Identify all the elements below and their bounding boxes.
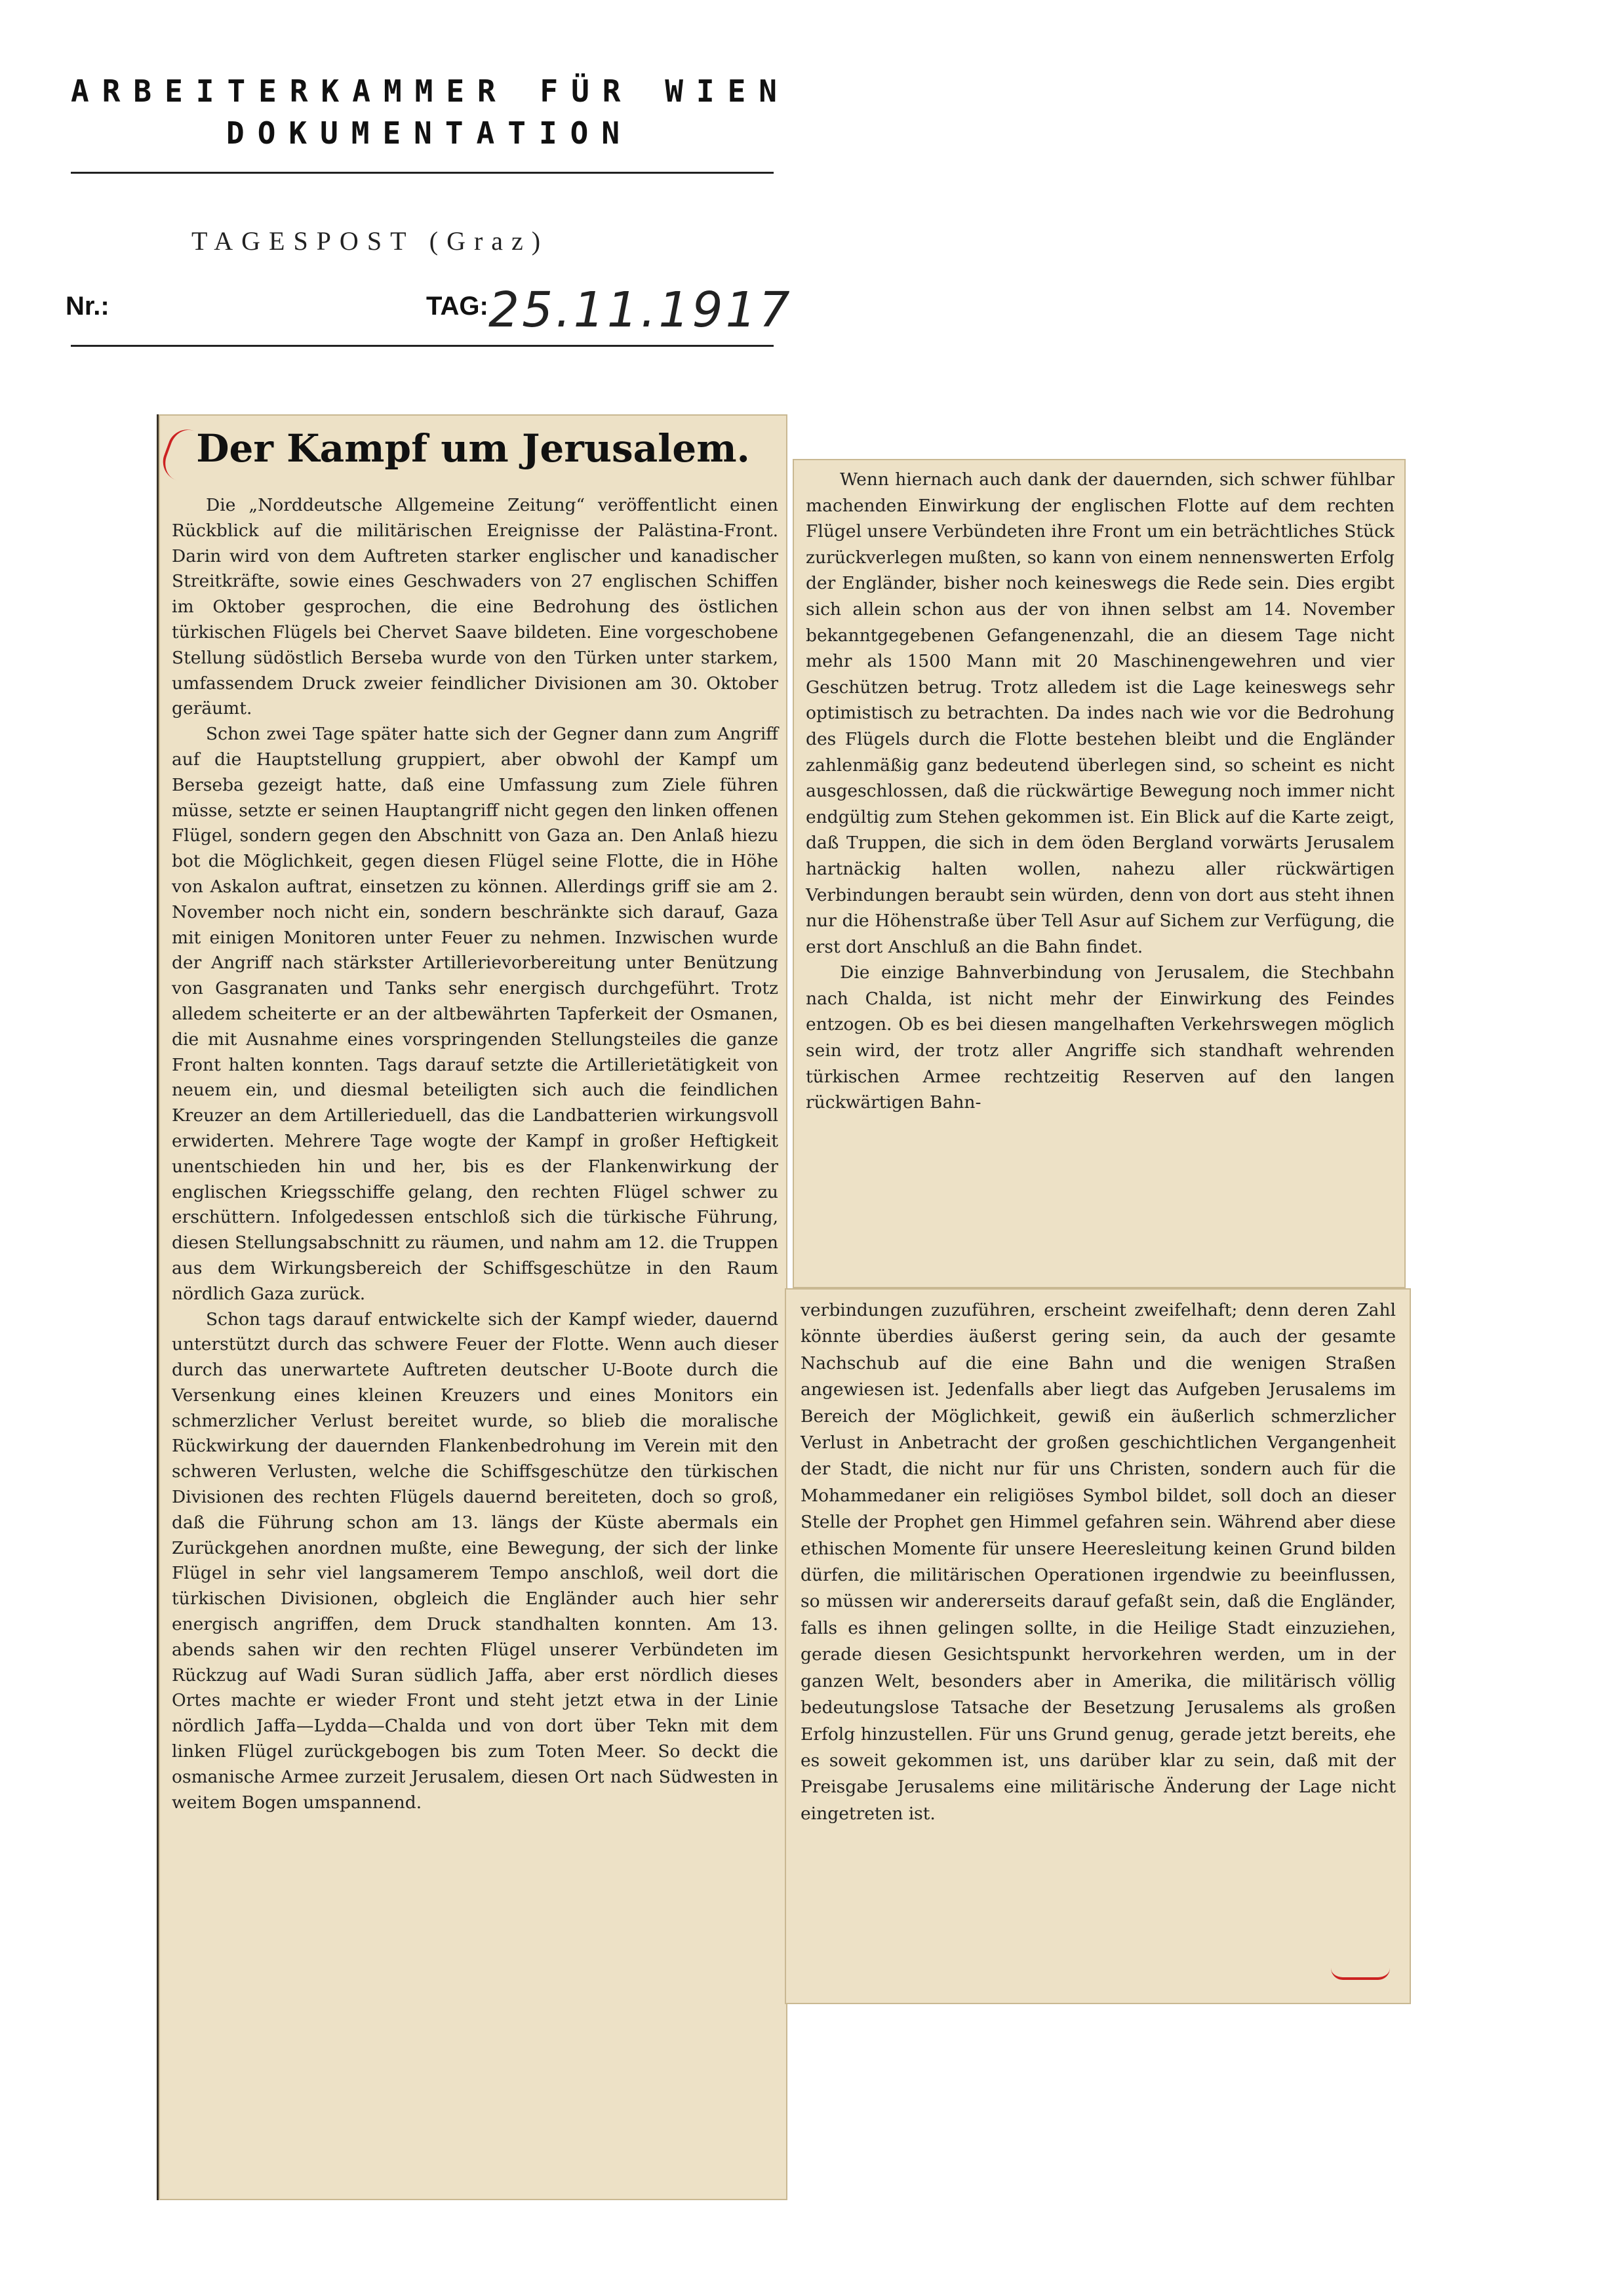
archive-header-line1: ARBEITERKAMMER FÜR WIEN <box>71 73 790 109</box>
header-divider-top <box>71 172 774 174</box>
archive-header-line2: DOKUMENTATION <box>226 115 633 151</box>
article-column-3 <box>801 1297 1396 1827</box>
article-column-2 <box>806 467 1395 1116</box>
nr-label: Nr.: <box>66 292 109 321</box>
paragraph: Wenn hiernach auch dank der dauernden, sich schwer fühlbar machenden Einwirkung der englischen Flotte auf dem rechten Flügel unsere Verbündeten ihre Front um ein beträchtliches Stück zurückverlegen mußten, so kann von einem nennenswerten Erfolg der Engländer, bisher noch keineswegs die Rede sein. Dies ergibt sich allein schon aus der von ihnen selbst am 14. November bekanntgegebenen Gefangenenzahl, die an diesem Tage nicht mehr als 1500 Mann mit 20 Maschinengewehren und vier Geschützen betrug. Trotz alledem ist die Lage keineswegs sehr optimistisch zu betrachten. Da indes nach wie vor die Bedrohung des Flügels durch die Flotte bestehen bleibt und die Engländer zahlenmäßig ganz bedeutend überlegen sind, so scheint es nicht ausgeschlossen, daß die rückwärtige Bewegung noch immer nicht endgültig zum Stehen gekommen ist. Ein Blick auf die Karte zeigt, daß Truppen, die sich in dem öden Bergland vorwärts Jerusalem hartnäckig halten wollen, nahezu aller rückwärtigen Verbindungen beraubt sein würden, denn von dort aus steht ihnen nur die Höhenstraße über Tell Asur auf Sichem zur Verfügung, die erst dort Anschluß an die Bahn findet. <box>806 469 1395 957</box>
article-column-1 <box>172 493 778 1815</box>
clipping-column-right-top <box>793 459 1406 1288</box>
handwritten-date: 25.11.1917 <box>488 282 793 338</box>
clipping-column-left <box>157 414 787 2200</box>
paragraph: Die „Norddeutsche Allgemeine Zeitung“ veröffentlicht einen Rückblick auf die militärischen Ereignisse der Palästina-Front. Darin wird von dem Auftreten starker englischer und kanadischer Streitkräfte, sowie eines Geschwaders von 27 englischen Schiffen im Oktober gesprochen, die eine Bedrohung des östlichen türkischen Flügels bei Chervet Saave bildeten. Eine vorgeschobene Stellung südöstlich Berseba wurde von den Türken unter starkem, umfassendem Druck zweier feindlicher Divisionen am 30. Oktober geräumt. <box>172 495 778 719</box>
paragraph: verbindungen zuzuführen, erscheint zweifelhaft; denn deren Zahl könnte überdies äußerst gering sein, da auch der gesamte Nachschub auf die eine Bahn und die wenigen Straßen angewiesen ist. Jedenfalls aber liegt das Aufgeben Jerusalems im Bereich der Möglichkeit, gewiß ein äußerlich schmerzlicher Verlust in Anbetracht der großen geschichtlichen Vergangenheit der Stadt, die nicht nur für uns Christen, sondern auch für die Mohammedaner ein religiöses Symbol bildet, soll doch an dieser Stelle der Prophet gen Himmel gefahren sein. Während aber diese ethischen Momente für unsere Heeresleitung keinen Grund bilden dürfen, die militärischen Operationen irgendwie zu beeinflussen, so müssen wir andererseits darauf gefaßt sein, daß die Engländer, falls es ihnen gelingen sollte, in die Heilige Stadt einzuziehen, gerade diesen Gesichtspunkt hervorkehren werden, um in der ganzen Welt, besonders aber in Amerika, die militärisch völlig bedeutungslose Tatsache der Besetzung Jerusalems als großen Erfolg hinzustellen. Für uns Grund genug, gerade jetzt bereits, ehe es soweit gekommen ist, uns darüber klar zu sein, daß mit der Preisgabe Jerusalems eine militärische Änderung der Lage nicht eingetreten ist. <box>801 1300 1396 1824</box>
article-headline: Der Kampf um Jerusalem. <box>196 426 750 471</box>
newspaper-source: TAGESPOST (Graz) <box>191 226 549 256</box>
header-divider-bottom <box>71 345 774 347</box>
paragraph: Schon tags darauf entwickelte sich der Kampf wieder, dauernd unterstützt durch das schwere Feuer der Flotte. Wenn auch dieser durch das unerwartete Auftreten deutscher U-Boote durch die Versenkung eines kleinen Kreuzers und eines Monitors ein schmerzlicher Verlust bereitet wurde, so blieb die moralische Rückwirkung der dauernden Flankenbedrohung im Verein mit den schweren Verlusten, welche die Schiffsgeschütze den türkischen Divisionen des rechten Flügels dauernd bereiteten, doch so groß, daß die Führung schon am 13. längs der Küste abermals ein Zurückgehen anordnen mußte, eine Bewegung, der sich der linke Flügel in sehr viel langsamerem Tempo anschloß, weil dort die türkischen Divisionen, obgleich die Engländer auch hier sehr energisch angriffen, dem Druck standhalten konnten. Am 13. abends sahen wir den rechten Flügel unserer Verbündeten im Rückzug auf Wadi Suran südlich Jaffa, aber erst nördlich dieses Ortes machte er wieder Front und steht jetzt etwa in der Linie nördlich Jaffa—Lydda—Chalda und von dort über Tekn mit dem linken Flügel zurückgebogen bis zum Toten Meer. So deckt die osmanische Armee zurzeit Jerusalem, diesen Ort nach Südwesten in weitem Bogen umspannend. <box>172 1309 778 1813</box>
clipping-column-right-bottom <box>785 1288 1411 2004</box>
paragraph: Die einzige Bahnverbindung von Jerusalem, die Stechbahn nach Chalda, ist nicht mehr der Einwirkung des Feindes entzogen. Ob es bei diesen mangelhaften Verkehrswegen möglich sein wird, der trotz aller Angriffe sich standhaft wehrenden türkischen Armee rechtzeitig Reserven auf den langen rückwärtigen Bahn- <box>806 962 1395 1113</box>
paragraph: Schon zwei Tage später hatte sich der Gegner dann zum Angriff auf die Hauptstellung gruppiert, aber obwohl der Kampf um Berseba gezeigt hatte, daß eine Umfassung zum Ziele führen müsse, setzte er seinen Hauptangriff nicht gegen den linken offenen Flügel, sondern gegen den Abschnitt von Gaza an. Den Anlaß hiezu bot die Möglichkeit, gegen diesen Flügel seine Flotte, die in Höhe von Askalon auftrat, einsetzen zu können. Allerdings griff sie am 2. November noch nicht ein, sondern beschränkte sich darauf, Gaza mit einigen Monitoren unter Feuer zu nehmen. Inzwischen wurde der Angriff nach stärkster Artillerievorbereitung unter Benützung von Gasgranaten und Tanks sehr energisch durchgeführt. Trotz alledem scheiterte er an der altbewährten Tapferkeit der Osmanen, die mit Ausnahme eines vorspringenden Stellungsteiles die ganze Front halten konnten. Tags darauf setzte die Artillerietätigkeit von neuem ein, und diesmal beteiligten sich auch die feindlichen Kreuzer an dem Artillerieduell, das die Landbatterien wirkungsvoll erwiderten. Mehrere Tage wogte der Kampf in großer Heftigkeit unentschieden hin und her, bis es der Flankenwirkung der englischen Kriegsschiffe gelang, den rechten Flügel schwer zu erschüttern. Infolgedessen entschloß sich die türkische Führung, diesen Stellungsabschnitt zu räumen, und nahm am 12. die Truppen aus dem Wirkungsbereich der Schiffsgeschütze in den Raum nördlich Gaza zurück. <box>172 724 778 1304</box>
red-pencil-mark-end <box>1331 1968 1390 1980</box>
tag-label: TAG: <box>426 292 488 321</box>
